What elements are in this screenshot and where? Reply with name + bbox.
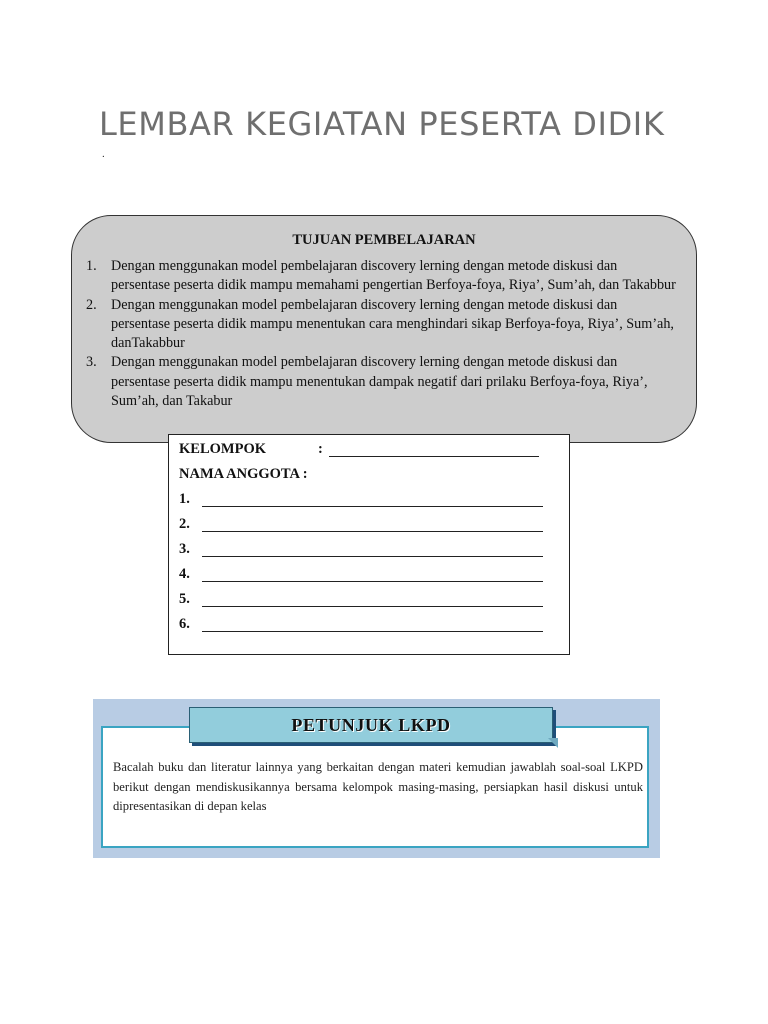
member-number: 6.: [179, 616, 190, 632]
objective-text: Dengan menggunakan model pembelajaran discovery lerning dengan metode diskusi dan persentase peserta didik mampu menentukan cara menghindari sikap Berfoya-foya, Riya’, Sum’ah, danTakabbur: [111, 296, 674, 352]
member-row: [179, 516, 190, 533]
member-row: [179, 591, 190, 608]
instructions-banner: [189, 707, 553, 743]
kelompok-colon: :: [318, 441, 323, 457]
member-name-field[interactable]: [202, 569, 543, 582]
objective-text: Dengan menggunakan model pembelajaran discovery lerning dengan metode diskusi dan persentase peserta didik mampu memahami pengertian Berfoya-foya, Riya’, Sum’ah, dan Takabbur: [111, 258, 676, 294]
member-row: [179, 541, 190, 558]
learning-objectives-box: [71, 215, 697, 443]
member-number: 5.: [179, 591, 190, 607]
kelompok-field[interactable]: [329, 444, 539, 457]
objective-number: 1.: [86, 258, 97, 274]
stray-dot: .: [102, 148, 105, 160]
banner-fold-corner: [548, 738, 558, 748]
member-row: [179, 616, 190, 633]
member-name-field[interactable]: [202, 619, 543, 632]
member-number: 1.: [179, 491, 190, 507]
instructions-text: Bacalah buku dan literatur lainnya yang berkaitan dengan materi kemudian jawablah soal-soal LKPD berikut dengan mendiskusikannya bersama kelompok masing-masing, persiapkan hasil diskusi untuk dipresentasikan di depan kelas: [113, 760, 643, 813]
page-title: LEMBAR KEGIATAN PESERTA DIDIK: [99, 105, 665, 143]
member-name-field[interactable]: [202, 494, 543, 507]
objective-number: 3.: [86, 354, 97, 371]
member-name-field[interactable]: [202, 519, 543, 532]
objectives-list: [86, 257, 676, 411]
member-number: 3.: [179, 541, 190, 557]
members-label: NAMA ANGGOTA :: [179, 466, 308, 482]
instructions-frame: [101, 726, 649, 848]
objective-number: 2.: [86, 296, 97, 313]
member-number: 2.: [179, 516, 190, 532]
objective-item: [86, 257, 676, 296]
member-number: 4.: [179, 566, 190, 582]
member-name-field[interactable]: [202, 544, 543, 557]
kelompok-row: [179, 441, 323, 458]
objective-text: Dengan menggunakan model pembelajaran discovery lerning dengan metode diskusi dan persentase peserta didik mampu menentukan dampak negatif dari prilaku Berfoya-foya, Riya’, Sum’ah, dan Takabur: [111, 354, 648, 410]
objective-item: [86, 353, 676, 411]
objectives-heading: TUJUAN PEMBELAJARAN: [292, 232, 476, 248]
lkpd-instructions-panel: [93, 699, 660, 858]
group-info-box: [168, 434, 570, 655]
member-name-field[interactable]: [202, 594, 543, 607]
objective-item: [86, 296, 676, 354]
member-row: [179, 491, 190, 508]
member-row: [179, 566, 190, 583]
kelompok-label: KELOMPOK: [179, 441, 266, 457]
instructions-title: PETUNJUK LKPD: [291, 715, 451, 735]
